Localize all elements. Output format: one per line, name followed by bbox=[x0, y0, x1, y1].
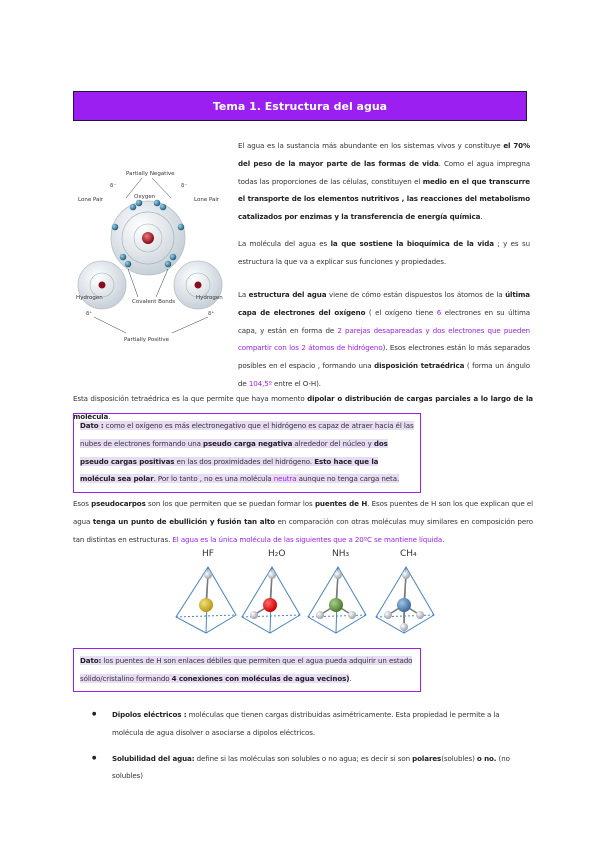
text: alrededor del núcleo y bbox=[292, 438, 374, 448]
bold-text: estructura del agua bbox=[248, 290, 327, 299]
paragraph-intro bbox=[238, 137, 530, 226]
bold-text: Dipolos eléctricos : bbox=[112, 710, 187, 719]
text: . bbox=[349, 673, 352, 683]
bold-text: 4 conexiones con moléculas de agua vecinos) bbox=[171, 673, 350, 683]
text: viene de cómo están dispuestos los átomos de la bbox=[326, 290, 506, 299]
label-hf: HF bbox=[202, 549, 214, 559]
text: como el oxígeno es más electronegativo que el hidrógeno es capaz de atraer hacia él las nubes de electrones formando una bbox=[80, 421, 414, 448]
label-nh3: NH₃ bbox=[332, 549, 350, 559]
label-oxygen: Oxygen bbox=[134, 194, 156, 200]
text: los puentes de H son enlaces débiles que permiten que el agua pueda adquirir un estado sólido/cristalino formando bbox=[80, 656, 413, 683]
dato-box-hydrogen-bonds bbox=[73, 648, 421, 692]
label-lone-pair-right: Lone Pair bbox=[194, 197, 220, 203]
text: moléculas que tienen cargas distribuidas asimétricamente. Esta propiedad le permite a la molécula de agua disolver o asociarse a dipolos eléctricos. bbox=[112, 710, 500, 737]
label-partially-negative: Partially Negative bbox=[126, 171, 175, 177]
bold-text: tenga un punto de ebullición y fusión tan alto bbox=[92, 516, 275, 526]
text: en comparación con otras moléculas muy similares en composición pero tan distintas en estructuras. bbox=[73, 516, 534, 544]
dato-box-electronegativity bbox=[73, 413, 421, 493]
text: en las dos proximidades del hidrógeno. bbox=[174, 456, 315, 466]
text: La molécula del agua es bbox=[238, 239, 331, 248]
purple-text: 2 parejas desapareadas y dos electrones que pueden compartir con los 2 átomos de hidrógeno bbox=[238, 325, 530, 353]
water-molecule-illustration bbox=[76, 165, 226, 345]
label-partially-positive: Partially Positive bbox=[124, 337, 170, 343]
bold-text: polares bbox=[412, 753, 442, 763]
tetrahedral-molecules-figure bbox=[172, 545, 440, 637]
text: ). Esos electrones están lo más separados posibles en el espacio , formando una bbox=[238, 343, 530, 371]
bold-text: el 70% del peso de la mayor parte de las formas de vida bbox=[238, 141, 531, 168]
label-ch4: CH₄ bbox=[400, 549, 417, 559]
bold-text: disposición tetraédrica bbox=[374, 361, 465, 371]
bold-text: Esto hace que la molécula sea polar bbox=[80, 456, 379, 484]
purple-text: 104,5º bbox=[248, 378, 272, 388]
bold-text: o no. bbox=[476, 753, 497, 763]
text: . Esos puentes de H son los que explican que el agua bbox=[73, 499, 534, 526]
text: . bbox=[108, 411, 111, 421]
label-hydrogen-right: Hydrogen bbox=[196, 295, 223, 301]
paragraph-biochemistry bbox=[238, 235, 530, 271]
label-delta-pos-right: δ⁺ bbox=[208, 311, 215, 317]
text: electrones en su última capa, y están en forma de bbox=[238, 307, 530, 335]
list-item-solubilidad bbox=[92, 750, 532, 786]
text: aunque no tenga carga neta. bbox=[296, 474, 400, 484]
text: ; y es su estructura la que va a explicar sus funciones y propiedades. bbox=[238, 239, 530, 266]
label-delta-neg-right: δ⁻ bbox=[181, 183, 188, 189]
paragraph-structure bbox=[238, 286, 530, 393]
text: . bbox=[480, 212, 483, 222]
text: define si las moléculas son solubles o no agua; es decir si son bbox=[194, 753, 413, 763]
properties-list bbox=[92, 706, 532, 785]
bold-text: dos pseudo cargas positivas bbox=[80, 438, 388, 466]
text: (solubles) bbox=[441, 753, 477, 763]
label-hydrogen-left: Hydrogen bbox=[76, 295, 103, 301]
bold-text: última capa de electrones del oxígeno bbox=[238, 290, 530, 317]
bold-text: la que sostiene la bioquímica de la vida bbox=[330, 239, 494, 248]
text: . Por lo tanto , no es una molécula bbox=[153, 474, 274, 484]
text: . bbox=[442, 534, 445, 544]
text: . Como el agua impregna todas las proporciones de las células, constituyen el bbox=[238, 158, 530, 186]
bold-text: puentes de H bbox=[314, 499, 368, 508]
label-covalent-bonds: Covalent Bonds bbox=[132, 299, 176, 305]
title-banner bbox=[73, 91, 527, 121]
text: son los que permiten que se puedan formar los bbox=[145, 499, 315, 508]
label-lone-pair-left: Lone Pair bbox=[78, 197, 104, 203]
page-title: Tema 1. Estructura del agua bbox=[212, 99, 388, 113]
bold-text: Solubilidad del agua: bbox=[112, 753, 195, 763]
list-item-dipolos bbox=[92, 706, 532, 742]
water-molecule-diagram bbox=[76, 165, 226, 345]
bold-text: Dato : bbox=[80, 421, 104, 430]
paragraph-hydrogen-bonds bbox=[73, 495, 533, 548]
label-delta-pos-left: δ⁺ bbox=[86, 311, 93, 317]
bold-text: medio en el que transcurre el transporte de los elementos nutritivos , las reacciones del metabolismo catalizados por enzimas y la transferencia de energía química bbox=[238, 176, 531, 222]
text: entre el O-H). bbox=[271, 378, 321, 388]
bold-text: Dato: bbox=[80, 656, 102, 665]
text: Esta disposición tetraédrica es la que permite que haya momento bbox=[73, 394, 308, 403]
text: ( forma un ángulo de bbox=[238, 361, 530, 388]
bold-text: dipolar o distribución de cargas parciales a lo largo de la molécula bbox=[73, 394, 533, 421]
text: (no solubles) bbox=[112, 753, 510, 781]
label-delta-neg-left: δ⁻ bbox=[110, 183, 117, 189]
text: ( el oxígeno tiene bbox=[365, 307, 437, 317]
bold-text: pseudocarpos bbox=[91, 499, 146, 508]
label-h2o: H₂O bbox=[268, 549, 286, 559]
bold-text: pseudo carga negativa bbox=[203, 438, 293, 448]
purple-text: neutra bbox=[273, 474, 297, 484]
text: La bbox=[238, 290, 249, 299]
purple-text: 6 bbox=[436, 307, 442, 317]
text: Esos bbox=[73, 499, 92, 508]
text: El agua es la sustancia más abundante en los sistemas vivos y constituye bbox=[238, 141, 504, 150]
purple-text: El agua es la única molécula de las siguientes que a 20ºC se mantiene líquida bbox=[172, 534, 443, 544]
